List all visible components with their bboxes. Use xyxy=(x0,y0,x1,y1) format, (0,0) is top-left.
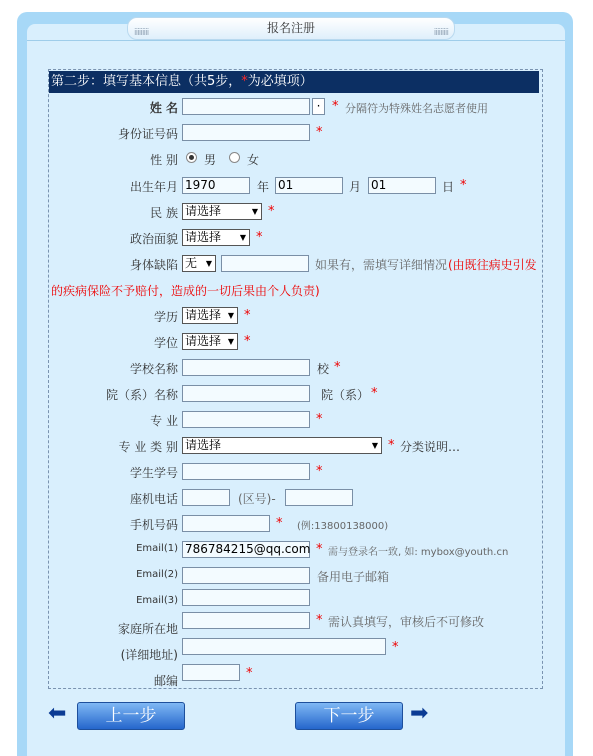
dropdown-arrow-icon: ▼ xyxy=(371,441,378,450)
home-hint: 需认真填写，审核后不可修改 xyxy=(328,615,485,629)
address-input[interactable] xyxy=(182,638,386,655)
step-text-suffix: 为必填项） xyxy=(247,74,313,89)
next-step-button[interactable]: 下一步 xyxy=(295,702,403,730)
step-required-star: * xyxy=(241,74,248,89)
dropdown-arrow-icon: ▼ xyxy=(239,233,246,242)
birth-day-input[interactable]: 01 xyxy=(368,177,436,194)
required-star: * xyxy=(316,542,323,557)
disability-label: 身体缺陷 xyxy=(129,258,178,272)
arrow-left-icon[interactable]: ⬅ xyxy=(48,701,67,726)
email2-hint: 备用电子邮箱 xyxy=(317,570,390,584)
school-input[interactable] xyxy=(182,359,310,376)
education-select[interactable] xyxy=(182,307,238,324)
prev-step-button[interactable]: 上一步 xyxy=(77,702,185,730)
home-label: 家庭所在地 xyxy=(117,622,178,636)
area-code-input[interactable] xyxy=(182,489,230,506)
required-star: * xyxy=(371,386,378,401)
major-category-label: 专 业 类 别 xyxy=(118,440,178,454)
department-label: 院（系）名称 xyxy=(105,388,178,402)
address-label: (详细地址) xyxy=(120,648,178,662)
window-title: 报名注册 xyxy=(266,21,315,35)
education-value: 请选择 xyxy=(185,308,222,322)
mobile-hint: (例:13800138000) xyxy=(297,521,389,532)
separator-dot-button[interactable]: · xyxy=(312,98,325,115)
required-star: * xyxy=(316,613,323,628)
school-unit: 校 xyxy=(317,362,330,376)
step-header xyxy=(49,71,539,93)
postcode-label: 邮编 xyxy=(153,674,178,688)
required-star: * xyxy=(388,438,395,453)
major-label: 专 业 xyxy=(150,414,178,428)
major-category-value: 请选择 xyxy=(185,438,222,452)
gender-male-label: 男 xyxy=(204,153,217,167)
ethnicity-label: 民 族 xyxy=(150,206,178,220)
student-id-input[interactable] xyxy=(182,463,310,480)
required-star: * xyxy=(316,125,323,140)
name-input[interactable] xyxy=(182,98,310,115)
birth-label: 出生年月 xyxy=(129,180,178,194)
name-label: 姓 名 xyxy=(149,101,178,115)
email3-label: Email(3) xyxy=(136,595,178,606)
gender-male-radio[interactable] xyxy=(186,152,197,163)
gender-female-radio[interactable] xyxy=(229,152,240,163)
birth-month-input[interactable]: 01 xyxy=(275,177,343,194)
required-star: * xyxy=(246,666,253,681)
required-star: * xyxy=(276,516,283,531)
email1-label: Email(1) xyxy=(136,543,178,554)
id-number-label: 身份证号码 xyxy=(117,127,178,141)
dropdown-arrow-icon: ▼ xyxy=(227,337,234,346)
category-explanation-link[interactable]: 分类说明… xyxy=(400,440,461,454)
title-decoration-right: ⅲⅲⅲ xyxy=(433,28,448,38)
landline-number-input[interactable] xyxy=(285,489,353,506)
student-id-label: 学生学号 xyxy=(129,466,178,480)
window-title-tab xyxy=(127,17,455,40)
email2-input[interactable] xyxy=(182,567,310,584)
department-input[interactable] xyxy=(182,385,310,402)
landline-label: 座机电话 xyxy=(129,492,178,506)
disability-hint: 如果有，需填写详细情况 xyxy=(315,258,448,272)
dropdown-arrow-icon: ▼ xyxy=(251,207,258,216)
arrow-right-icon[interactable]: ➡ xyxy=(410,701,429,726)
postcode-input[interactable] xyxy=(182,664,240,681)
mobile-label: 手机号码 xyxy=(129,518,178,532)
department-unit: 院（系） xyxy=(321,388,370,402)
email3-input[interactable] xyxy=(182,589,310,606)
required-star: * xyxy=(256,230,263,245)
email1-input[interactable]: 786784215@qq.com xyxy=(182,541,310,558)
required-star: * xyxy=(244,308,251,323)
required-star: * xyxy=(316,464,323,479)
disability-select[interactable] xyxy=(182,255,216,272)
dropdown-arrow-icon: ▼ xyxy=(205,259,212,268)
gender-label: 性 别 xyxy=(150,153,178,167)
email1-hint: 需与登录名一致, 如: mybox@youth.cn xyxy=(328,547,509,558)
required-star: * xyxy=(334,360,341,375)
step-text-prefix: 第二步：填写基本信息（共5步， xyxy=(51,74,242,89)
degree-select[interactable] xyxy=(182,333,238,350)
year-unit: 年 xyxy=(257,180,270,194)
name-hint: 分隔符为特殊姓名志愿者使用 xyxy=(345,102,488,115)
education-label: 学历 xyxy=(153,310,178,324)
id-number-input[interactable] xyxy=(182,124,310,141)
title-divider xyxy=(27,40,565,41)
required-star: * xyxy=(460,178,467,193)
required-star: * xyxy=(244,334,251,349)
dropdown-arrow-icon: ▼ xyxy=(227,311,234,320)
required-star: * xyxy=(316,412,323,427)
disability-detail-input[interactable] xyxy=(221,255,309,272)
title-decoration-left: ⅲⅲⅲ xyxy=(134,28,149,38)
home-input[interactable] xyxy=(182,612,310,629)
disability-value: 无 xyxy=(185,256,198,270)
area-code-label: (区号)- xyxy=(238,492,276,506)
political-value: 请选择 xyxy=(185,230,222,244)
major-category-select[interactable] xyxy=(182,437,382,454)
email2-label: Email(2) xyxy=(136,569,178,580)
school-label: 学校名称 xyxy=(129,362,178,376)
required-star: * xyxy=(332,99,339,114)
degree-label: 学位 xyxy=(153,336,178,350)
birth-year-input[interactable]: 1970 xyxy=(182,177,250,194)
disability-warning-2: 的疾病保险不予赔付，造成的一切后果由个人负责) xyxy=(51,284,320,298)
required-star: * xyxy=(268,204,275,219)
degree-value: 请选择 xyxy=(185,334,222,348)
mobile-input[interactable] xyxy=(182,515,270,532)
political-label: 政治面貌 xyxy=(129,232,178,246)
ethnicity-value: 请选择 xyxy=(185,204,222,218)
political-select[interactable] xyxy=(182,229,250,246)
disability-warning-1: (由既往病史引发 xyxy=(448,258,537,272)
ethnicity-select[interactable] xyxy=(182,203,262,220)
day-unit: 日 xyxy=(442,180,455,194)
gender-female-label: 女 xyxy=(247,153,260,167)
month-unit: 月 xyxy=(349,180,362,194)
major-input[interactable] xyxy=(182,411,310,428)
required-star: * xyxy=(392,640,399,655)
